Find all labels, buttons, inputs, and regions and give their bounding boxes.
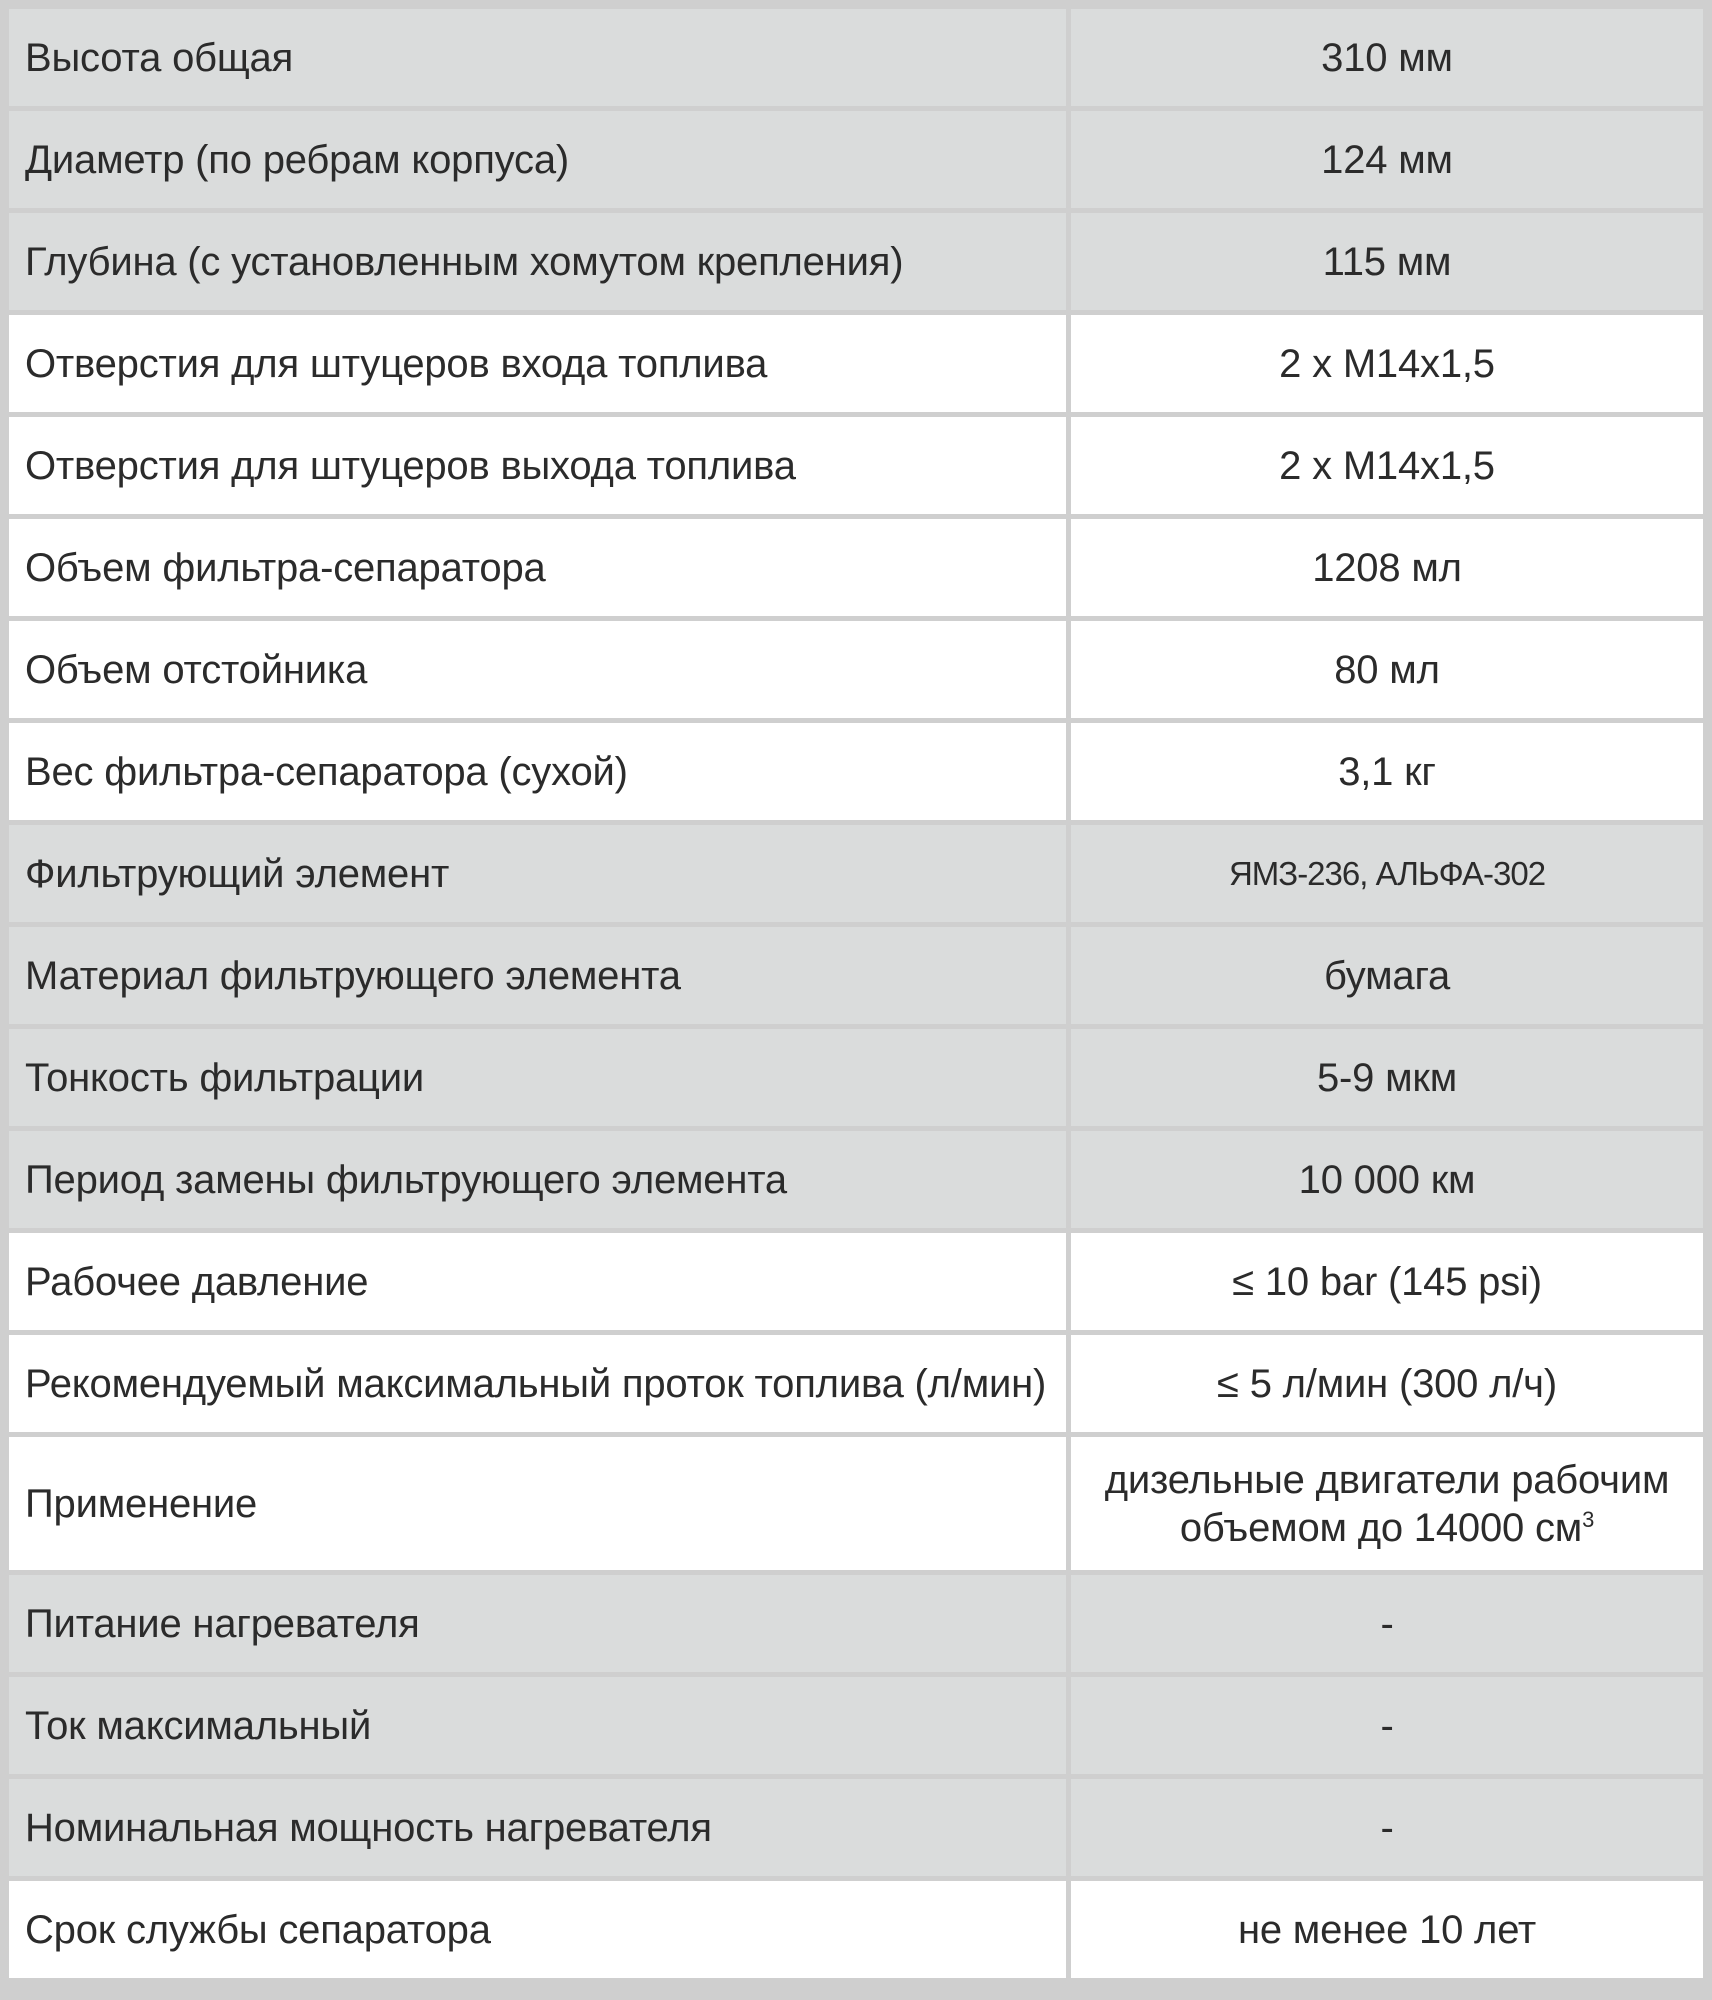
table-row xyxy=(9,417,1703,514)
parameter-name: Рекомендуемый максимальный проток топлива (л/мин) xyxy=(9,1335,1066,1432)
parameter-value: - xyxy=(1071,1779,1703,1876)
parameter-name: Отверстия для штуцеров выхода топлива xyxy=(9,417,1066,514)
parameter-name: Тонкость фильтрации xyxy=(9,1029,1066,1126)
parameter-value: 80 мл xyxy=(1071,621,1703,718)
parameter-value: 2 х М14х1,5 xyxy=(1071,315,1703,412)
parameter-name: Ток максимальный xyxy=(9,1677,1066,1774)
parameter-value: - xyxy=(1071,1677,1703,1774)
parameter-name: Применение xyxy=(9,1437,1066,1570)
table-row xyxy=(9,1131,1703,1228)
parameter-value: ≤ 5 л/мин (300 л/ч) xyxy=(1071,1335,1703,1432)
table-row xyxy=(9,111,1703,208)
parameter-value: ЯМЗ-236, АЛЬФА-302 xyxy=(1071,825,1703,922)
parameter-name: Период замены фильтрующего элемента xyxy=(9,1131,1066,1228)
parameter-value: бумага xyxy=(1071,927,1703,1024)
superscript-3: 3 xyxy=(1582,1506,1595,1532)
parameter-name: Отверстия для штуцеров входа топлива xyxy=(9,315,1066,412)
parameter-value: - xyxy=(1071,1575,1703,1672)
parameter-value-line-2 xyxy=(1105,1504,1670,1552)
parameter-name: Фильтрующий элемент xyxy=(9,825,1066,922)
table-row xyxy=(9,1575,1703,1672)
parameter-value: 115 мм xyxy=(1071,213,1703,310)
spec-table xyxy=(9,9,1703,1991)
parameter-name: Глубина (с установленным хомутом крепления) xyxy=(9,213,1066,310)
table-row xyxy=(9,519,1703,616)
parameter-name: Питание нагревателя xyxy=(9,1575,1066,1672)
parameter-name: Срок службы сепаратора xyxy=(9,1881,1066,1978)
table-row xyxy=(9,1029,1703,1126)
table-row xyxy=(9,927,1703,1024)
parameter-name: Номинальная мощность нагревателя xyxy=(9,1779,1066,1876)
table-row xyxy=(9,1677,1703,1774)
parameter-value: 124 мм xyxy=(1071,111,1703,208)
parameter-value: 1208 мл xyxy=(1071,519,1703,616)
parameter-name: Вес фильтра-сепаратора (сухой) xyxy=(9,723,1066,820)
parameter-value-line-1: дизельные двигатели рабочим xyxy=(1104,1457,1670,1502)
table-row xyxy=(9,9,1703,106)
parameter-value: 3,1 кг xyxy=(1071,723,1703,820)
parameter-name: Материал фильтрующего элемента xyxy=(9,927,1066,1024)
parameter-name: Объем фильтра-сепаратора xyxy=(9,519,1066,616)
table-row xyxy=(9,825,1703,922)
parameter-value: 2 х М14х1,5 xyxy=(1071,417,1703,514)
parameter-value: 10 000 км xyxy=(1071,1131,1703,1228)
parameter-value: 310 мм xyxy=(1071,9,1703,106)
parameter-value: ≤ 10 bar (145 psi) xyxy=(1071,1233,1703,1330)
parameter-name: Диаметр (по ребрам корпуса) xyxy=(9,111,1066,208)
table-row xyxy=(9,315,1703,412)
parameter-name: Высота общая xyxy=(9,9,1066,106)
table-row xyxy=(9,1233,1703,1330)
parameter-value: не менее 10 лет xyxy=(1071,1881,1703,1978)
table-row xyxy=(9,213,1703,310)
table-row xyxy=(9,1437,1703,1570)
parameter-name: Рабочее давление xyxy=(9,1233,1066,1330)
parameter-value: 5-9 мкм xyxy=(1071,1029,1703,1126)
parameter-name: Объем отстойника xyxy=(9,621,1066,718)
table-row xyxy=(9,1779,1703,1876)
table-row xyxy=(9,1335,1703,1432)
table-row xyxy=(9,1881,1703,1978)
parameter-value-line-2-text: объемом до 14000 см xyxy=(1179,1505,1583,1550)
parameter-value xyxy=(1071,1437,1703,1570)
table-row xyxy=(9,621,1703,718)
table-row xyxy=(9,723,1703,820)
